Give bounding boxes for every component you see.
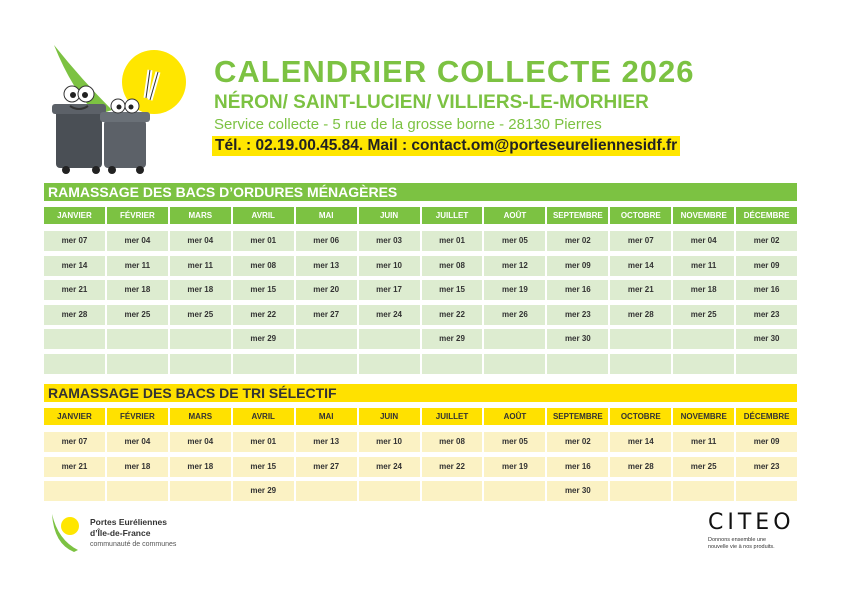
- tri-month-header: JUIN: [359, 408, 420, 425]
- om-month-column: [484, 207, 545, 374]
- om-date-cell: mer 30: [736, 329, 797, 349]
- om-date-cell: [359, 354, 420, 374]
- mascot-bins-logo: [42, 40, 202, 175]
- tri-date-cell: mer 30: [547, 481, 608, 501]
- om-date-cell: mer 23: [547, 305, 608, 325]
- tri-month-column: [170, 408, 231, 501]
- om-date-cell: mer 14: [610, 256, 671, 276]
- om-date-cell: mer 18: [107, 280, 168, 300]
- om-date-cell: [610, 354, 671, 374]
- om-date-cell: [107, 354, 168, 374]
- om-month-header: AOÛT: [484, 207, 545, 224]
- tri-month-header: JUILLET: [422, 408, 483, 425]
- tri-month-column: [233, 408, 294, 501]
- om-section: [44, 183, 797, 374]
- tri-date-cell: [673, 481, 734, 501]
- tri-month-header: FÉVRIER: [107, 408, 168, 425]
- om-date-cell: mer 13: [296, 256, 357, 276]
- tri-month-header: MAI: [296, 408, 357, 425]
- tri-date-cell: [296, 481, 357, 501]
- pef-name-line1: Portes Euréliennes: [90, 517, 168, 527]
- tri-month-header: NOVEMBRE: [673, 408, 734, 425]
- om-date-cell: [673, 354, 734, 374]
- om-date-cell: mer 18: [170, 280, 231, 300]
- tri-date-cell: mer 05: [484, 432, 545, 452]
- om-month-header: JUILLET: [422, 207, 483, 224]
- tri-date-cell: mer 07: [44, 432, 105, 452]
- om-date-cell: mer 25: [673, 305, 734, 325]
- contact-info: Tél. : 02.19.00.45.84. Mail : contact.om@porteseureliennesidf.fr: [212, 136, 680, 156]
- om-month-header: JUIN: [359, 207, 420, 224]
- om-date-cell: [107, 329, 168, 349]
- citeo-tagline-1: Donnons ensemble une: [708, 537, 767, 543]
- om-date-cell: [736, 354, 797, 374]
- om-date-cell: mer 25: [107, 305, 168, 325]
- om-date-cell: mer 22: [233, 305, 294, 325]
- om-date-cell: mer 21: [44, 280, 105, 300]
- om-date-cell: mer 05: [484, 231, 545, 251]
- om-month-header: FÉVRIER: [107, 207, 168, 224]
- tri-date-cell: [610, 481, 671, 501]
- om-date-cell: mer 29: [422, 329, 483, 349]
- om-month-column: [233, 207, 294, 374]
- tri-date-cell: mer 02: [547, 432, 608, 452]
- om-month-column: [610, 207, 671, 374]
- om-date-cell: mer 03: [359, 231, 420, 251]
- tri-month-column: [107, 408, 168, 501]
- om-date-cell: [233, 354, 294, 374]
- tri-section-title: RAMASSAGE DES BACS DE TRI SÉLECTIF: [44, 384, 797, 402]
- om-date-cell: mer 29: [233, 329, 294, 349]
- om-date-cell: mer 25: [170, 305, 231, 325]
- om-month-column: [422, 207, 483, 374]
- om-date-cell: [359, 329, 420, 349]
- tri-date-cell: mer 11: [673, 432, 734, 452]
- tri-date-cell: mer 09: [736, 432, 797, 452]
- om-date-cell: [170, 354, 231, 374]
- tri-date-cell: mer 04: [170, 432, 231, 452]
- om-date-cell: mer 19: [484, 280, 545, 300]
- tri-date-cell: mer 18: [107, 457, 168, 477]
- om-date-cell: mer 24: [359, 305, 420, 325]
- om-date-cell: mer 04: [107, 231, 168, 251]
- tri-date-cell: mer 27: [296, 457, 357, 477]
- tri-month-column: [44, 408, 105, 501]
- om-date-cell: [484, 329, 545, 349]
- om-date-cell: mer 01: [422, 231, 483, 251]
- om-date-cell: mer 08: [233, 256, 294, 276]
- om-date-cell: mer 30: [547, 329, 608, 349]
- tri-date-cell: mer 28: [610, 457, 671, 477]
- tri-date-cell: mer 08: [422, 432, 483, 452]
- citeo-tagline: [708, 537, 808, 551]
- om-date-cell: mer 20: [296, 280, 357, 300]
- om-date-cell: mer 18: [673, 280, 734, 300]
- om-date-cell: [296, 329, 357, 349]
- om-month-column: [547, 207, 608, 374]
- tri-month-header: AVRIL: [233, 408, 294, 425]
- om-date-cell: mer 11: [107, 256, 168, 276]
- tri-month-column: [547, 408, 608, 501]
- om-month-header: NOVEMBRE: [673, 207, 734, 224]
- om-date-cell: mer 11: [170, 256, 231, 276]
- om-month-header: MARS: [170, 207, 231, 224]
- om-date-cell: [673, 329, 734, 349]
- pef-text: [90, 517, 176, 550]
- tri-month-header: DÉCEMBRE: [736, 408, 797, 425]
- om-month-column: [673, 207, 734, 374]
- tri-date-cell: [359, 481, 420, 501]
- om-date-cell: mer 15: [422, 280, 483, 300]
- tri-month-header: OCTOBRE: [610, 408, 671, 425]
- citeo-wordmark: CITEO: [708, 510, 795, 535]
- om-month-header: OCTOBRE: [610, 207, 671, 224]
- om-date-cell: mer 08: [422, 256, 483, 276]
- page-title: CALENDRIER COLLECTE 2026: [214, 54, 695, 89]
- citeo-tagline-2: nouvelle vie à nos produits.: [708, 544, 775, 550]
- tri-date-cell: mer 23: [736, 457, 797, 477]
- tri-month-column: [610, 408, 671, 501]
- om-month-header: DÉCEMBRE: [736, 207, 797, 224]
- tri-date-cell: [44, 481, 105, 501]
- om-date-cell: mer 26: [484, 305, 545, 325]
- tri-date-cell: [736, 481, 797, 501]
- pef-subtitle: communauté de communes: [90, 541, 177, 548]
- om-date-cell: mer 01: [233, 231, 294, 251]
- tri-date-cell: mer 18: [170, 457, 231, 477]
- om-month-column: [296, 207, 357, 374]
- om-calendar-grid: [44, 207, 797, 374]
- tri-calendar-grid: [44, 408, 797, 501]
- om-month-column: [44, 207, 105, 374]
- service-address: Service collecte - 5 rue de la grosse borne - 28130 Pierres: [214, 116, 602, 133]
- tri-date-cell: mer 14: [610, 432, 671, 452]
- om-section-title: RAMASSAGE DES BACS D’ORDURES MÉNAGÈRES: [44, 183, 797, 201]
- om-date-cell: mer 09: [736, 256, 797, 276]
- om-date-cell: [296, 354, 357, 374]
- om-date-cell: mer 02: [736, 231, 797, 251]
- tri-date-cell: mer 16: [547, 457, 608, 477]
- om-month-column: [170, 207, 231, 374]
- om-month-column: [107, 207, 168, 374]
- om-date-cell: mer 17: [359, 280, 420, 300]
- om-date-cell: mer 15: [233, 280, 294, 300]
- om-date-cell: mer 16: [547, 280, 608, 300]
- om-date-cell: [44, 329, 105, 349]
- tri-date-cell: mer 21: [44, 457, 105, 477]
- om-date-cell: mer 09: [547, 256, 608, 276]
- tri-date-cell: mer 01: [233, 432, 294, 452]
- tri-month-column: [359, 408, 420, 501]
- om-date-cell: mer 11: [673, 256, 734, 276]
- om-date-cell: mer 02: [547, 231, 608, 251]
- om-month-header: SEPTEMBRE: [547, 207, 608, 224]
- om-date-cell: [547, 354, 608, 374]
- tri-date-cell: mer 25: [673, 457, 734, 477]
- om-date-cell: mer 27: [296, 305, 357, 325]
- om-date-cell: mer 16: [736, 280, 797, 300]
- tri-date-cell: [422, 481, 483, 501]
- tri-date-cell: mer 13: [296, 432, 357, 452]
- tri-section: [44, 384, 797, 501]
- portes-eureliennes-logo: [48, 510, 248, 555]
- tri-month-column: [736, 408, 797, 501]
- tri-month-column: [484, 408, 545, 501]
- om-date-cell: mer 04: [673, 231, 734, 251]
- om-month-header: JANVIER: [44, 207, 105, 224]
- tri-date-cell: mer 04: [107, 432, 168, 452]
- om-date-cell: mer 28: [44, 305, 105, 325]
- tri-month-header: MARS: [170, 408, 231, 425]
- communes-subtitle: NÉRON/ SAINT-LUCIEN/ VILLIERS-LE-MORHIER: [214, 92, 649, 113]
- om-date-cell: mer 04: [170, 231, 231, 251]
- om-date-cell: mer 28: [610, 305, 671, 325]
- om-month-column: [736, 207, 797, 374]
- om-date-cell: mer 23: [736, 305, 797, 325]
- citeo-logo: [708, 510, 808, 555]
- om-date-cell: mer 10: [359, 256, 420, 276]
- tri-date-cell: [170, 481, 231, 501]
- om-month-column: [359, 207, 420, 374]
- tri-date-cell: mer 10: [359, 432, 420, 452]
- om-date-cell: mer 06: [296, 231, 357, 251]
- tri-month-column: [673, 408, 734, 501]
- om-date-cell: [44, 354, 105, 374]
- tri-date-cell: mer 22: [422, 457, 483, 477]
- tri-month-header: AOÛT: [484, 408, 545, 425]
- om-date-cell: [422, 354, 483, 374]
- tri-date-cell: mer 15: [233, 457, 294, 477]
- tri-date-cell: mer 29: [233, 481, 294, 501]
- om-date-cell: mer 12: [484, 256, 545, 276]
- om-date-cell: mer 07: [610, 231, 671, 251]
- om-month-header: AVRIL: [233, 207, 294, 224]
- tri-date-cell: [484, 481, 545, 501]
- om-month-header: MAI: [296, 207, 357, 224]
- pef-name-line2: d’Île-de-France: [90, 528, 151, 538]
- tri-month-column: [422, 408, 483, 501]
- om-date-cell: mer 21: [610, 280, 671, 300]
- tri-month-column: [296, 408, 357, 501]
- om-date-cell: mer 22: [422, 305, 483, 325]
- om-date-cell: mer 07: [44, 231, 105, 251]
- om-date-cell: [610, 329, 671, 349]
- tri-date-cell: [107, 481, 168, 501]
- om-date-cell: mer 14: [44, 256, 105, 276]
- om-date-cell: [484, 354, 545, 374]
- tri-date-cell: mer 19: [484, 457, 545, 477]
- om-date-cell: [170, 329, 231, 349]
- tri-date-cell: mer 24: [359, 457, 420, 477]
- tri-month-header: SEPTEMBRE: [547, 408, 608, 425]
- tri-month-header: JANVIER: [44, 408, 105, 425]
